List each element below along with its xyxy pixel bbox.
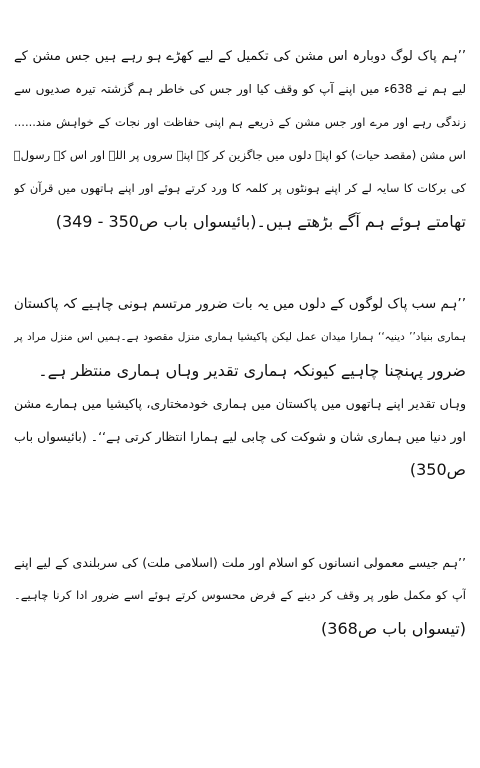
text-line: ہماری بنیاد’’ دینیہ‘‘ ہمارا میدان عمل لیکن پاکیشیا ہماری منزل مقصود ہے۔ہمیں اس منزل مراد پر [14, 331, 466, 343]
text-line: اور دنیا میں ہماری شان و شوکت کی چابی لیے ہمارا انتظار کرتی ہے‘‘۔ (بائیسواں باب [14, 429, 466, 444]
text-line: اس مشن (مقصد حیات) کو اپنے دلوں میں جاگزین کر کے اپنے سروں پر اللہ اور اس کے رسولؐ [14, 148, 466, 162]
text-line: آپ کو مکمل طور پر وقف کر دینے کے فرض محسوس کرتے ہوئے اسے ضرور ادا کرنا چاہیے۔ [14, 588, 466, 602]
quote-paragraph-3 [14, 546, 466, 645]
quote-paragraph-1 [14, 40, 466, 238]
text-line: لیے ہم نے 638ء میں اپنے آپ کو وقف کیا اور جس کی خاطر ہم گزشتہ تیرہ صدیوں سے [14, 82, 466, 96]
text-line: ’’ہم سب پاک لوگوں کے دلوں میں یہ بات ضرور مرتسم ہونی چاہیے کہ پاکستان [14, 296, 466, 312]
citation-line: (تیسواں باب ص368) [321, 619, 466, 638]
text-line: ’’ہم جیسے معمولی انسانوں کو اسلام اور ملت (اسلامی ملت) کی سربلندی کے لیے اپنے [14, 555, 466, 570]
citation-line: ص350) [409, 460, 466, 479]
text-line: ’’ہم پاک لوگ دوبارہ اس مشن کی تکمیل کے لیے کھڑے ہو رہے ہیں جس مشن کے [14, 49, 466, 64]
quote-paragraph-2 [14, 288, 466, 486]
text-line: ضرور پہنچنا چاہیے کیونکہ ہماری تقدیر وہاں ہماری منتظر ہے۔ [38, 361, 466, 380]
citation-line: تھامتے ہوئے ہم آگے بڑھتے ہیں۔(بائیسواں باب ص350 - 349) [55, 212, 466, 231]
text-line: وہاں تقدیر اپنے ہاتھوں میں پاکستان میں ہماری خودمختاری، پاکیشیا میں ہمارے مشن [14, 396, 466, 411]
text-line: زندگی رہے اور مرے اور جس مشن کے ذریعے ہم اپنی حفاظت اور نجات کے خواہش مند...... [14, 115, 466, 129]
text-line: کی برکات کا سایہ لے کر اپنے ہونٹوں پر کلمہ کا ورد کرتے ہوئے اور اپنے ہاتھوں میں قرآن کو [14, 181, 466, 195]
